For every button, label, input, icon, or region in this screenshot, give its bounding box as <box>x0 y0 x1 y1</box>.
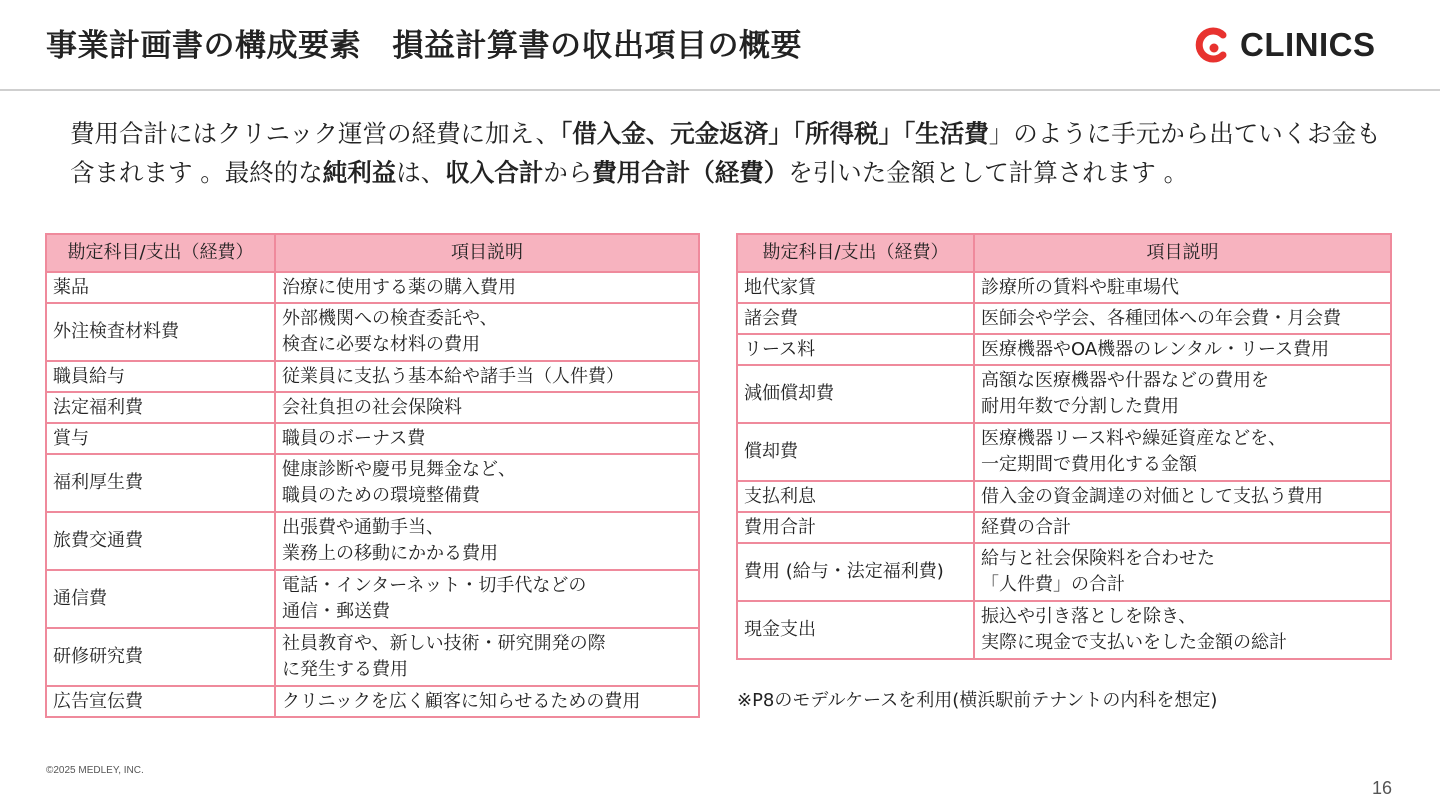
account-cell: 償却費 <box>737 423 974 481</box>
table-row <box>737 601 1391 659</box>
table-header-row <box>737 234 1391 272</box>
description-line: 振込や引き落としを除き、 <box>981 606 1197 627</box>
table-row <box>46 512 699 570</box>
account-cell: 減価償却費 <box>737 365 974 423</box>
account-cell: 旅費交通費 <box>46 512 275 570</box>
intro-emphasis-tax: 所得税 <box>805 119 879 148</box>
description-line: 従業員に支払う基本給や諸手当（人件費） <box>282 365 624 387</box>
account-cell: 諸会費 <box>737 303 974 334</box>
account-cell: 福利厚生費 <box>46 454 275 512</box>
intro-emphasis-income: 収入合計 <box>445 158 544 187</box>
description-line: 給与と社会保険料を合わせた <box>981 548 1215 569</box>
intro-text: は、 <box>396 158 446 187</box>
description-line: 通信・郵送費 <box>282 601 390 622</box>
description-line: 「人件費」の合計 <box>981 574 1125 595</box>
table-row <box>46 303 699 361</box>
description-cell <box>974 481 1391 512</box>
table-row <box>737 512 1391 543</box>
description-line: 電話・インターネット・切手代などの <box>282 575 587 596</box>
description-cell <box>974 512 1391 543</box>
table-row <box>737 334 1391 365</box>
description-cell <box>275 570 699 628</box>
table-row <box>46 686 699 717</box>
table-row <box>46 361 699 392</box>
header-divider <box>0 89 1440 91</box>
expense-table-left <box>45 233 700 718</box>
column-header-description: 項目説明 <box>974 234 1391 272</box>
column-header-description: 項目説明 <box>275 234 699 272</box>
page-title: 事業計画書の構成要素 損益計算書の収出項目の概要 <box>46 28 802 64</box>
intro-bracket: 」「 <box>878 119 916 148</box>
description-line: 耐用年数で分割した費用 <box>981 396 1179 417</box>
account-cell: 費用 (給与・法定福利費) <box>737 543 974 601</box>
column-header-account: 勘定科目/支出（経費） <box>737 234 974 272</box>
table-row <box>46 392 699 423</box>
intro-text: から <box>543 158 593 187</box>
table-row <box>737 303 1391 334</box>
description-line: 出張費や通勤手当、 <box>282 517 444 538</box>
description-line: 社員教育や、新しい技術・研究開発の際 <box>282 633 606 654</box>
table-row <box>737 543 1391 601</box>
page-number: 16 <box>1371 778 1392 798</box>
description-cell <box>275 686 699 717</box>
description-line: 外部機関への検査委託や、 <box>282 308 498 329</box>
description-cell <box>275 512 699 570</box>
table-row <box>46 272 699 303</box>
table-row <box>46 423 699 454</box>
account-cell: リース料 <box>737 334 974 365</box>
description-line: 医師会や学会、各種団体への年会費・月会費 <box>981 307 1341 329</box>
intro-bracket: 」「 <box>768 119 805 148</box>
intro-text: 」のように手元から出ていくお金も含まれます 。最終的な <box>70 119 1381 187</box>
description-line: 業務上の移動にかかる費用 <box>282 543 498 564</box>
description-cell <box>974 543 1391 601</box>
description-cell <box>275 361 699 392</box>
intro-emphasis-loan: 借入金、元金返済 <box>572 119 769 148</box>
account-cell: 現金支出 <box>737 601 974 659</box>
description-line: 診療所の賃料や駐車場代 <box>981 276 1179 298</box>
description-cell <box>974 423 1391 481</box>
description-line: 治療に使用する薬の購入費用 <box>282 276 516 298</box>
table-header-row <box>46 234 699 272</box>
table-row <box>737 272 1391 303</box>
intro-emphasis-expense: 費用合計（経費） <box>592 158 789 187</box>
description-cell <box>974 272 1391 303</box>
description-cell <box>974 365 1391 423</box>
description-line: クリニックを広く顧客に知らせるための費用 <box>282 690 641 712</box>
description-cell <box>974 303 1391 334</box>
table-row <box>46 570 699 628</box>
intro-text: 費用合計にはクリニック運営の経費に加え、 <box>70 119 560 148</box>
description-line: 健康診断や慶弔見舞金など、 <box>282 459 516 480</box>
description-line: 職員のボーナス費 <box>282 427 426 449</box>
description-cell <box>275 423 699 454</box>
clinics-logo-icon <box>1192 25 1232 65</box>
description-line: 一定期間で費用化する金額 <box>981 454 1197 475</box>
description-cell <box>275 272 699 303</box>
table-row <box>46 628 699 686</box>
description-cell <box>275 392 699 423</box>
account-cell: 広告宣伝費 <box>46 686 275 717</box>
description-line: 医療機器やOA機器のレンタル・リース費用 <box>981 338 1330 360</box>
table-row <box>737 365 1391 423</box>
description-line: 実際に現金で支払いをした金額の総計 <box>981 632 1287 653</box>
description-line: 職員のための環境整備費 <box>282 485 480 506</box>
account-cell: 職員給与 <box>46 361 275 392</box>
description-line: 経費の合計 <box>981 516 1071 538</box>
account-cell: 賞与 <box>46 423 275 454</box>
description-line: 高額な医療機器や什器などの費用を <box>981 370 1269 391</box>
table-row <box>737 423 1391 481</box>
footnote: ※P8のモデルケースを利用(横浜駅前テナントの内科を想定) <box>737 690 1218 711</box>
account-cell: 法定福利費 <box>46 392 275 423</box>
intro-paragraph <box>70 114 1400 192</box>
description-line: 借入金の資金調達の対価として支払う費用 <box>981 485 1323 507</box>
description-line: 会社負担の社会保険料 <box>282 396 462 418</box>
intro-bracket: 「 <box>560 119 573 148</box>
description-cell <box>275 454 699 512</box>
copyright: ©2025 MEDLEY, INC. <box>46 765 144 776</box>
account-cell: 薬品 <box>46 272 275 303</box>
account-cell: 外注検査材料費 <box>46 303 275 361</box>
description-line: 医療機器リース料や繰延資産などを、 <box>981 428 1287 449</box>
intro-emphasis-living: 生活費 <box>915 119 989 148</box>
description-cell <box>974 334 1391 365</box>
account-cell: 支払利息 <box>737 481 974 512</box>
description-cell <box>974 601 1391 659</box>
intro-emphasis-net-profit: 純利益 <box>322 158 397 187</box>
account-cell: 研修研究費 <box>46 628 275 686</box>
account-cell: 費用合計 <box>737 512 974 543</box>
table-row <box>46 454 699 512</box>
clinics-logo <box>1192 24 1376 66</box>
description-line: 検査に必要な材料の費用 <box>282 334 480 355</box>
description-cell <box>275 303 699 361</box>
description-cell <box>275 628 699 686</box>
account-cell: 通信費 <box>46 570 275 628</box>
column-header-account: 勘定科目/支出（経費） <box>46 234 275 272</box>
account-cell: 地代家賃 <box>737 272 974 303</box>
intro-text: を引いた金額として計算されます 。 <box>788 158 1189 187</box>
logo-text: CLINICS <box>1240 26 1376 63</box>
table-row <box>737 481 1391 512</box>
description-line: に発生する費用 <box>282 659 408 680</box>
expense-table-right <box>736 233 1392 660</box>
